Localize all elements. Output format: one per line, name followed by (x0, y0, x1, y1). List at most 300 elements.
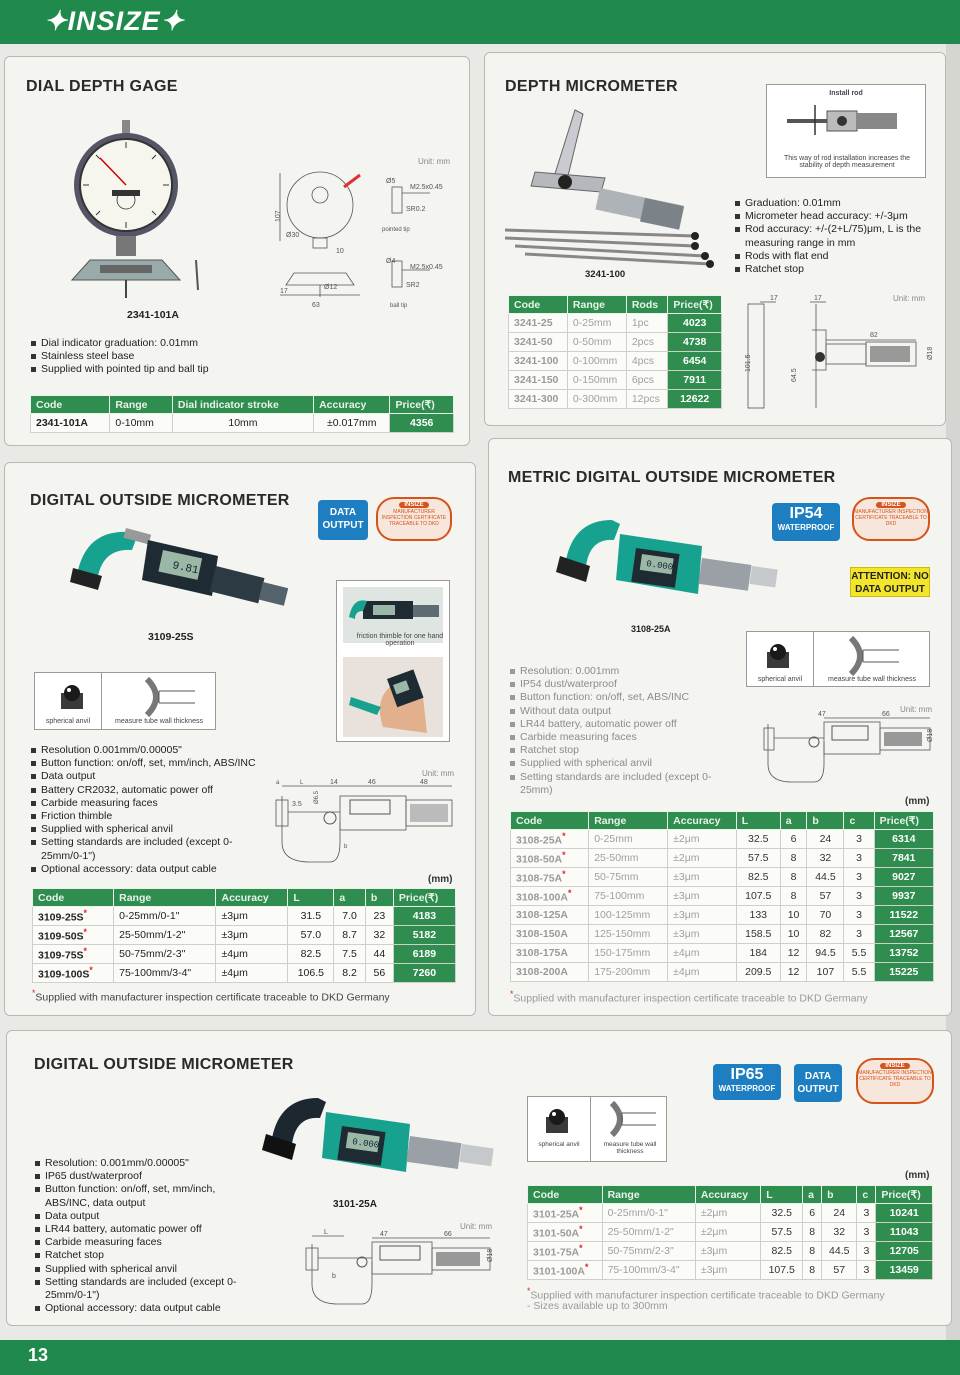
cell-a: 8.2 (334, 964, 366, 983)
cell-c: 3 (857, 1242, 876, 1261)
tube-wall-icon (843, 636, 903, 676)
spec-table (527, 1185, 933, 1280)
cell-c: 3 (857, 1204, 876, 1223)
model-caption: 3101-25A (333, 1199, 377, 1210)
footnote: *Supplied with manufacturer inspection certificate traceable to DKD Germany (527, 1286, 885, 1302)
dim-m1: M2.5x0.45 (410, 184, 443, 191)
cell-price: 15225 (874, 963, 933, 982)
dim-10: 10 (336, 248, 344, 255)
attention-no-data-output: ATTENTION: NO DATA OUTPUT (850, 567, 930, 597)
hand-photo (343, 657, 443, 737)
depth-micrometer-title: DEPTH MICROMETER (505, 78, 678, 95)
cell-a: 12 (780, 963, 807, 982)
tube-label: measure tube wall thickness (828, 676, 916, 683)
table-header: c (857, 1186, 876, 1204)
feature-item: Battery CR2032, automatic power off (30, 784, 270, 797)
cell-range: 75-100mm (589, 887, 668, 906)
unit-label: Unit: mm (893, 294, 925, 303)
cell-code: 3108-200A (511, 963, 589, 982)
table-header: Code (33, 889, 114, 907)
table-header: Accuracy (314, 396, 390, 414)
pointed-tip-label: pointed tip (382, 227, 410, 233)
cert-logo: INSIZE (876, 502, 905, 508)
table-header: Code (509, 296, 568, 314)
spherical-anvil-icon (763, 640, 793, 670)
feature-item: Graduation: 0.01mm (734, 197, 934, 210)
cell-range: 0-25mm/0-1" (114, 907, 216, 926)
cell-rods: 6pcs (626, 371, 668, 390)
table-row (509, 352, 722, 371)
table-header: Price(₹) (668, 296, 722, 314)
anvil-inset (527, 1096, 667, 1162)
feature-list (734, 197, 934, 276)
cell-L: 184 (736, 944, 780, 963)
feature-list (30, 337, 209, 377)
cell-L: 32.5 (761, 1204, 803, 1223)
feature-list (34, 1157, 254, 1315)
cell-range: 0-25mm (589, 830, 668, 849)
cell-code: 3109-50S* (33, 926, 114, 945)
cell-c: 3 (857, 1261, 876, 1280)
feature-item: Carbide measuring faces (509, 731, 739, 744)
certificate-badge (852, 497, 930, 541)
ip65-micrometer-title: DIGITAL OUTSIDE MICROMETER (34, 1056, 294, 1073)
dim-17: 17 (280, 288, 288, 295)
dial-depth-gage-drawing (270, 165, 460, 315)
cell-code: 3108-75A* (511, 868, 589, 887)
table-header: Code (511, 812, 589, 830)
dim-63: 63 (312, 302, 320, 309)
cell-code: 3108-25A* (511, 830, 589, 849)
data-output-badge: DATA OUTPUT (318, 500, 368, 540)
cell-b: 24 (807, 830, 844, 849)
cell-a: 8 (780, 887, 807, 906)
feature-item: LR44 battery, automatic power off (509, 718, 739, 731)
certificate-badge (376, 497, 452, 541)
cell-b: 57 (807, 887, 844, 906)
cell-code: 3241-50 (509, 333, 568, 352)
dim-47: 47 (380, 1231, 388, 1238)
dim-48: 48 (420, 779, 428, 786)
cell-price: 12567 (874, 925, 933, 944)
table-header: a (334, 889, 366, 907)
certificate-badge (856, 1058, 934, 1104)
feature-item: Button function: on/off, set, mm/inch, ABS/INC (30, 757, 270, 770)
anvil-inset (34, 672, 216, 730)
feature-item: Rod accuracy: +/-(2+L/75)μm, L is the measuring range in mm (734, 223, 934, 249)
cert-logo: INSIZE (399, 502, 428, 508)
cell-accuracy: ±3μm (695, 1242, 760, 1261)
tube-label: measure tube wall thickness (115, 718, 203, 725)
table-row (511, 830, 934, 849)
cell-code: 3108-150A (511, 925, 589, 944)
cert-text: MANUFACTURER INSPECTION CERTIFICATE TRACEABLE TO DKD (381, 509, 447, 527)
cell-accuracy: ±4μm (216, 945, 288, 964)
footnote-sizes: - Sizes available up to 300mm (527, 1300, 668, 1312)
dim-18: Ø18 (927, 728, 934, 742)
cell-range: 50-75mm (589, 868, 668, 887)
dim-12: Ø12 (324, 284, 338, 291)
insize-logo: ✦INSIZE✦ (44, 6, 185, 36)
ip65-micrometer-image (260, 1086, 500, 1194)
waterproof-text: WATERPROOF (777, 523, 835, 532)
cell-L: 106.5 (288, 964, 334, 983)
model-caption: 3241-100 (585, 269, 626, 280)
table-header: a (803, 1186, 822, 1204)
dim-17a: 17 (770, 295, 778, 302)
data-output-badge: DATA OUTPUT (794, 1064, 842, 1102)
dim-5: Ø5 (386, 178, 396, 185)
cell-b: 70 (807, 906, 844, 925)
feature-item: Ratchet stop (34, 1249, 254, 1262)
cell-c: 3 (844, 925, 874, 944)
cell-code: 3101-50A* (528, 1223, 603, 1242)
cell-code: 3101-75A* (528, 1242, 603, 1261)
footnote: *Supplied with manufacturer inspection certificate traceable to DKD Germany (32, 988, 390, 1004)
table-header: L (288, 889, 334, 907)
table-header: Accuracy (695, 1186, 760, 1204)
dim-107: 107 (275, 210, 282, 222)
table-row (33, 945, 456, 964)
feature-item: Data output (34, 1210, 254, 1223)
ip65-badge (713, 1064, 781, 1100)
page-number: 13 (28, 1345, 49, 1365)
cell-price: 12622 (668, 390, 722, 409)
cell-range: 0-10mm (110, 414, 172, 433)
cell-b: 32 (807, 849, 844, 868)
cell-c: 3 (844, 849, 874, 868)
dim-m2: M2.5x0.45 (410, 264, 443, 271)
feature-item: Supplied with pointed tip and ball tip (30, 363, 209, 376)
unit-label: Unit: mm (460, 1222, 492, 1231)
feature-item: Rods with flat end (734, 250, 934, 263)
cell-code: 3241-300 (509, 390, 568, 409)
dim-17b: 17 (814, 295, 822, 302)
cell-rods: 1pc (626, 314, 668, 333)
cell-c: 3 (844, 830, 874, 849)
inset-note: This way of rod installation increases the stability of depth measurement (783, 155, 911, 169)
cell-range: 100-125mm (589, 906, 668, 925)
cell-rods: 12pcs (626, 390, 668, 409)
cell-range: 175-200mm (589, 963, 668, 982)
model-caption: 2341-101A (127, 309, 179, 321)
cell-L: 107.5 (761, 1261, 803, 1280)
dim-L: L (300, 780, 304, 786)
table-header: Accuracy (216, 889, 288, 907)
feature-item: Resolution: 0.001mm/0.00005" (34, 1157, 254, 1170)
feature-item: Resolution: 0.001mm (509, 665, 739, 678)
cell-price: 12705 (876, 1242, 933, 1261)
tube-label: measure tube wall thickness (603, 1141, 657, 1155)
table-row (528, 1261, 933, 1280)
feature-item: LR44 battery, automatic power off (34, 1223, 254, 1236)
footer-bar (0, 1340, 960, 1375)
table-row (509, 390, 722, 409)
cell-L: 209.5 (736, 963, 780, 982)
dim-30: Ø30 (286, 232, 300, 239)
table-row (528, 1223, 933, 1242)
model-caption: 3109-25S (148, 631, 194, 643)
cell-code: 3108-175A (511, 944, 589, 963)
digital-micrometer-image (68, 520, 293, 620)
table-row (33, 926, 456, 945)
cell-price: 5182 (393, 926, 455, 945)
mm-label: (mm) (905, 1170, 930, 1181)
cell-c: 5.5 (844, 963, 874, 982)
table-row (511, 925, 934, 944)
cell-accuracy: ±0.017mm (314, 414, 390, 433)
dial-depth-gage-image (60, 120, 210, 295)
cell-range: 125-150mm (589, 925, 668, 944)
table-row (509, 333, 722, 352)
table-header: Range (602, 1186, 695, 1204)
cell-c: 3 (844, 868, 874, 887)
feature-item: Ratchet stop (509, 744, 739, 757)
table-row (509, 371, 722, 390)
dim-46: 46 (368, 779, 376, 786)
table-row (511, 868, 934, 887)
table-row (511, 944, 934, 963)
cell-price: 9937 (874, 887, 933, 906)
feature-item: Optional accessory: data output cable (34, 1302, 254, 1315)
dim-66: 66 (882, 711, 890, 718)
feature-item: Data output (30, 770, 270, 783)
table-row (528, 1204, 933, 1223)
cell-range: 75-100mm/3-4" (114, 964, 216, 983)
inset-title: Install rod (829, 90, 863, 97)
cell-accuracy: ±2μm (668, 830, 737, 849)
cell-price: 13459 (876, 1261, 933, 1280)
feature-item: Carbide measuring faces (30, 797, 270, 810)
cell-range: 25-50mm (589, 849, 668, 868)
dim-101-5: 101.5 (745, 354, 752, 372)
dim-L: L (324, 1229, 328, 1236)
cell-rods: 4pcs (626, 352, 668, 371)
table-header: c (844, 812, 874, 830)
cell-range: 0-25mm (567, 314, 626, 333)
cell-accuracy: ±2μm (695, 1223, 760, 1242)
cell-price: 13752 (874, 944, 933, 963)
cell-L: 158.5 (736, 925, 780, 944)
feature-item: Button function: on/off, set, mm/inch, ABS/INC, data output (34, 1183, 254, 1209)
cell-accuracy: ±4μm (216, 964, 288, 983)
ip65-text: IP65 (730, 1066, 764, 1083)
cell-accuracy: ±3μm (668, 906, 737, 925)
lcd-reading: 0.000 (351, 1137, 380, 1151)
unit-label: Unit: mm (422, 769, 454, 778)
cell-L: 82.5 (761, 1242, 803, 1261)
cell-code: 3108-125A (511, 906, 589, 925)
table-header: Dial indicator stroke (172, 396, 313, 414)
divider (813, 632, 814, 686)
anvil-label: spherical anvil (45, 718, 91, 725)
cell-b: 82 (807, 925, 844, 944)
inset-caption: friction thimble for one hand operation (356, 633, 444, 647)
tube-wall-icon (604, 1101, 660, 1137)
cell-code: 3101-100A* (528, 1261, 603, 1280)
cell-price: 11043 (876, 1223, 933, 1242)
cell-range: 0-100mm (567, 352, 626, 371)
table-header: L (736, 812, 780, 830)
footnote: *Supplied with manufacturer inspection certificate traceable to DKD Germany (510, 989, 868, 1005)
dim-3-5: 3.5 (292, 801, 302, 808)
cell-a: 8 (803, 1223, 822, 1242)
cell-code: 3241-100 (509, 352, 568, 371)
model-caption: 3108-25A (631, 624, 671, 634)
cell-accuracy: ±3μm (668, 868, 737, 887)
table-row (511, 906, 934, 925)
table-row (33, 964, 456, 983)
metric-micrometer-image (556, 510, 786, 620)
table-header: Price(₹) (876, 1186, 933, 1204)
install-rod-inset (766, 84, 926, 178)
feature-item: Setting standards are included (except 0-25mm) (509, 771, 739, 797)
table-header: a (780, 812, 807, 830)
cell-c: 3 (844, 906, 874, 925)
cell-a: 8 (803, 1261, 822, 1280)
dim-64-5: 64.5 (791, 368, 798, 382)
cell-price: 7911 (668, 371, 722, 390)
cell-price: 4183 (393, 907, 455, 926)
cell-range: 75-100mm/3-4" (602, 1261, 695, 1280)
cert-text: MANUFACTURER INSPECTION CERTIFICATE TRACEABLE TO DKD (854, 509, 928, 527)
cell-a: 7.5 (334, 945, 366, 964)
dial-depth-gage-title: DIAL DEPTH GAGE (26, 78, 178, 95)
lcd-reading: 9.81 (171, 560, 200, 578)
cell-accuracy: ±2μm (668, 849, 737, 868)
table-header: Range (589, 812, 668, 830)
cell-accuracy: ±3μm (668, 925, 737, 944)
table-header: Range (110, 396, 172, 414)
feature-item: Button function: on/off, set, ABS/INC (509, 691, 739, 704)
table-header: b (807, 812, 844, 830)
cell-code: 3108-50A* (511, 849, 589, 868)
feature-item: IP54 dust/waterproof (509, 678, 739, 691)
cell-accuracy: ±4μm (668, 963, 737, 982)
cell-b: 44.5 (822, 1242, 857, 1261)
spherical-anvil-icon (57, 681, 87, 711)
cell-a: 8 (780, 868, 807, 887)
dim-sr2: SR2 (406, 282, 420, 289)
table-header: Price(₹) (874, 812, 933, 830)
cell-L: 32.5 (736, 830, 780, 849)
cell-rods: 2pcs (626, 333, 668, 352)
cell-L: 57.5 (736, 849, 780, 868)
cell-a: 6 (803, 1204, 822, 1223)
cell-b: 23 (365, 907, 393, 926)
ball-tip-label: ball tip (390, 303, 408, 309)
cell-b: 94.5 (807, 944, 844, 963)
table-header: Code (31, 396, 110, 414)
cell-a: 10 (780, 906, 807, 925)
cell-b: 56 (365, 964, 393, 983)
cell-code: 3109-25S* (33, 907, 114, 926)
lcd-reading: 0.000 (645, 559, 674, 573)
dim-14: 14 (330, 779, 338, 786)
cell-price: 10241 (876, 1204, 933, 1223)
table-header: Code (528, 1186, 603, 1204)
table-header: Price(₹) (390, 396, 454, 414)
feature-item: IP65 dust/waterproof (34, 1170, 254, 1183)
table-header: Range (114, 889, 216, 907)
cell-range: 25-50mm/1-2" (602, 1223, 695, 1242)
depth-micrometer-image (505, 110, 735, 270)
cell-a: 8 (780, 849, 807, 868)
feature-item: Optional accessory: data output cable (30, 863, 270, 876)
cell-L: 31.5 (288, 907, 334, 926)
cell-a: 8.7 (334, 926, 366, 945)
cell-range: 0-150mm (567, 371, 626, 390)
cell-b: 107 (807, 963, 844, 982)
spec-table (510, 811, 934, 982)
dim-4: Ø4 (386, 258, 396, 265)
cert-text: MANUFACTURER INSPECTION CERTIFICATE TRACEABLE TO DKD (858, 1070, 932, 1088)
cell-code: 2341-101A (31, 414, 110, 433)
feature-item: Resolution 0.001mm/0.00005" (30, 744, 270, 757)
spec-table (30, 395, 454, 433)
cell-c: 3 (844, 887, 874, 906)
digital-micrometer-title: DIGITAL OUTSIDE MICROMETER (30, 492, 290, 509)
friction-thimble-inset (336, 580, 450, 742)
dim-b: b (332, 1273, 336, 1280)
cell-range: 25-50mm/1-2" (114, 926, 216, 945)
metric-micrometer-drawing (762, 712, 934, 792)
cell-b: 24 (822, 1204, 857, 1223)
ip65-micrometer-drawing (304, 1229, 496, 1312)
cell-price: 6189 (393, 945, 455, 964)
table-header: Range (567, 296, 626, 314)
cell-stroke: 10mm (172, 414, 313, 433)
mm-label: (mm) (905, 796, 930, 807)
spherical-anvil-icon (542, 1105, 572, 1135)
cell-accuracy: ±3μm (216, 907, 288, 926)
table-header: Accuracy (668, 812, 737, 830)
cell-price: 11522 (874, 906, 933, 925)
feature-item: Supplied with spherical anvil (34, 1263, 254, 1276)
cell-a: 10 (780, 925, 807, 944)
spec-table (508, 295, 722, 409)
feature-item: Dial indicator graduation: 0.01mm (30, 337, 209, 350)
install-rod-drawing (787, 103, 907, 139)
table-header: Price(₹) (393, 889, 455, 907)
cell-L: 133 (736, 906, 780, 925)
cell-range: 50-75mm/2-3" (602, 1242, 695, 1261)
cell-a: 12 (780, 944, 807, 963)
table-row (509, 314, 722, 333)
cell-b: 32 (822, 1223, 857, 1242)
cell-b: 44.5 (807, 868, 844, 887)
cell-a: 7.0 (334, 907, 366, 926)
cell-range: 50-75mm/2-3" (114, 945, 216, 964)
cell-range: 0-300mm (567, 390, 626, 409)
ip54-text: IP54 (789, 505, 823, 522)
cell-code: 3241-150 (509, 371, 568, 390)
cell-L: 57.0 (288, 926, 334, 945)
table-header: b (365, 889, 393, 907)
feature-item: Stainless steel base (30, 350, 209, 363)
cell-price: 4023 (668, 314, 722, 333)
feature-list (30, 744, 270, 876)
table-row (511, 887, 934, 906)
cell-accuracy: ±3μm (216, 926, 288, 945)
divider (101, 673, 102, 729)
cell-range: 150-175mm (589, 944, 668, 963)
cell-code: 3109-100S* (33, 964, 114, 983)
feature-item: Supplied with spherical anvil (30, 823, 270, 836)
cell-price: 6454 (668, 352, 722, 371)
tube-wall-icon (139, 677, 199, 717)
digital-micrometer-drawing (270, 779, 460, 872)
